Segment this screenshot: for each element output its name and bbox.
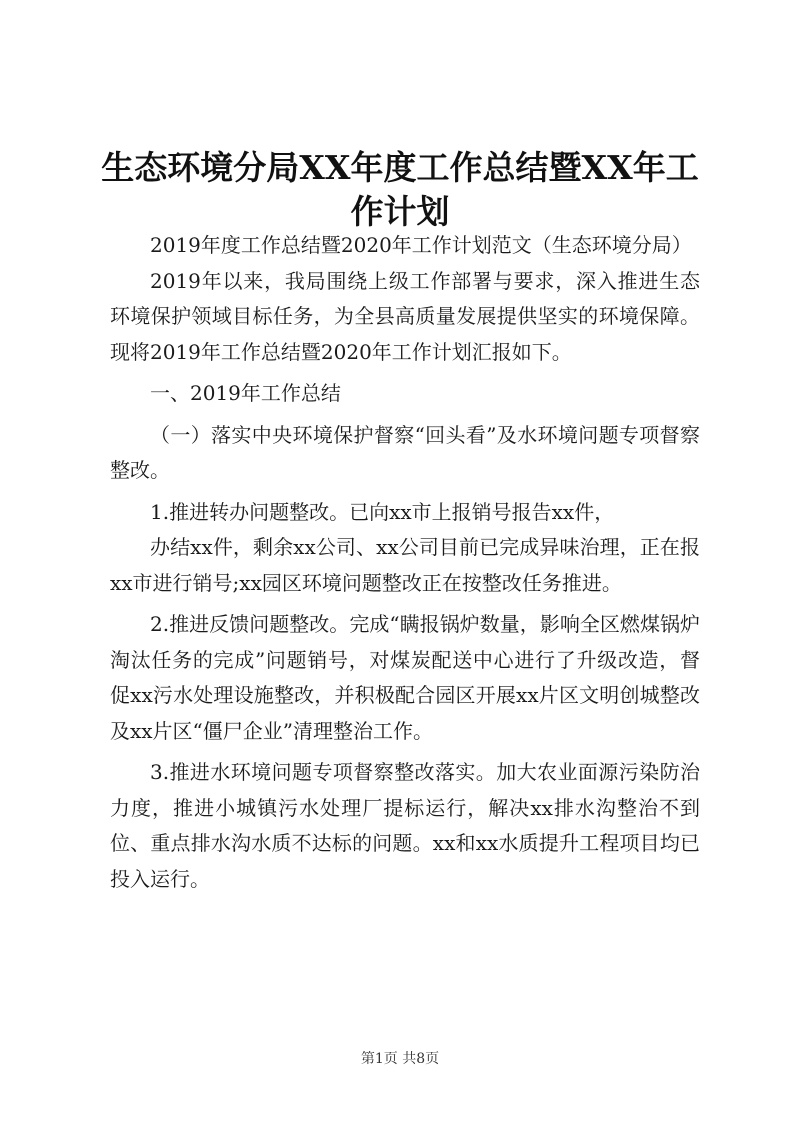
paragraph-item-2: 2.推进反馈问题整改。完成“瞒报锅炉数量，影响全区燃煤锅炉淘汰任务的完成”问题销号，对煤炭配送中心进行了升级改造，督促xx污水处理设施整改，并积极配合园区开展xx片区文明创城整改及xx片区“僵尸企业”清理整治工作。 <box>110 612 700 743</box>
paragraph-item-3: 3.推进水环境问题专项督察整改落实。加大农业面源污染防治力度，推进小城镇污水处理厂提标运行，解决xx排水沟整治不到位、重点排水沟水质不达标的问题。xx和xx水质提升工程项目均已投入运行。 <box>110 760 700 891</box>
paragraph-intro: 2019年以来，我局围绕上级工作部署与要求，深入推进生态环境保护领域目标任务，为全县高质量发展提供坚实的环境保障。现将2019年工作总结暨2020年工作计划汇报如下。 <box>110 268 700 364</box>
paragraph-item-1: 1.推进转办问题整改。已向xx市上报销号报告xx件， <box>150 499 615 524</box>
section-heading: 一、2019年工作总结 <box>150 381 341 405</box>
page-footer: 第1页 共8页 <box>360 1051 440 1067</box>
paragraph-item-1-cont: 办结xx件，剩余xx公司、xx公司目前已完成异味治理，正在报xx市进行销号;xx园区环境问题整改正在按整改任务推进。 <box>110 535 700 595</box>
paragraph-subtitle: 2019年度工作总结暨2020年工作计划范文（生态环境分局） <box>150 233 692 257</box>
document-body <box>110 228 700 897</box>
document-title: 生态环境分局XX年度工作总结暨XX年工作计划 <box>101 148 699 231</box>
subsection-heading: （一）落实中央环境保护督察“回头看”及水环境问题专项督察整改。 <box>110 422 700 482</box>
